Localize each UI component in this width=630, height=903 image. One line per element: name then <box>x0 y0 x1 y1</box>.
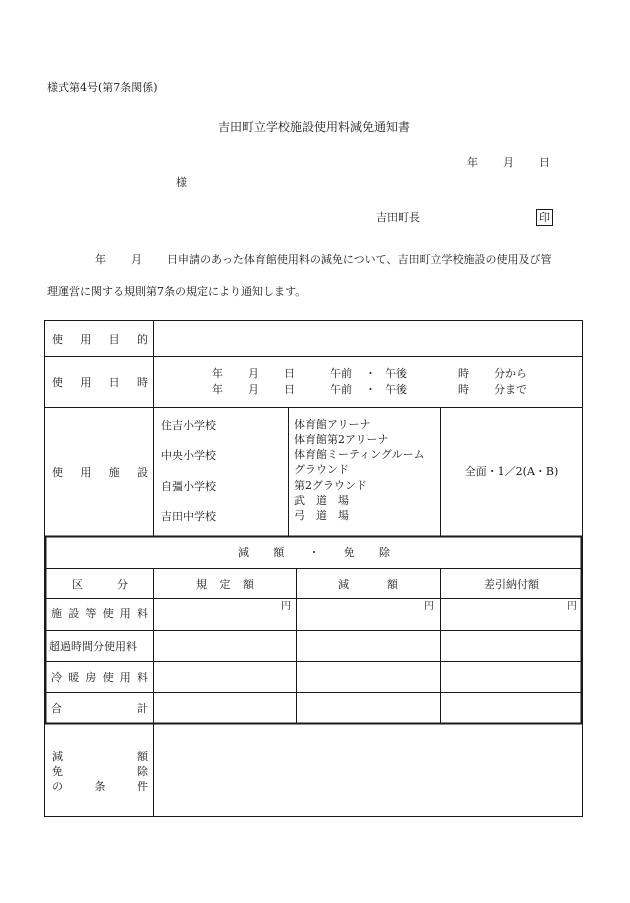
yen-unit-balance: 円 <box>567 601 577 612</box>
venue-item: 体育館第2アリーナ <box>294 433 389 446</box>
venue-item: 武 道 場 <box>294 494 349 507</box>
date-day-label: 日 <box>539 156 550 169</box>
body-sentence-line1: 日申請のあった体育館使用料の減免について、吉田町立学校施設の使用及び管 <box>167 253 552 266</box>
body-year-label: 年 <box>95 253 106 266</box>
form-number: 様式第4号(第7条関係) <box>47 81 158 94</box>
issuer-name: 吉田町長 <box>376 211 420 224</box>
column-standard-amount: 規 定 額 <box>196 577 254 591</box>
school-chuo: 中央小学校 <box>161 449 216 462</box>
venue-item: 弓 道 場 <box>294 509 349 522</box>
document-title: 吉田町立学校施設使用料減免通知書 <box>218 120 411 134</box>
addressee-suffix: 様 <box>176 176 187 189</box>
row-label-total: 合 計 <box>51 701 148 715</box>
venue-item: グラウンド <box>294 463 349 476</box>
datetime-label: 使 用 日 時 <box>52 375 148 389</box>
seal-mark: 印 <box>536 209 553 226</box>
date-month-label: 月 <box>503 156 514 169</box>
date-year-label: 年 <box>467 156 478 169</box>
row-label-overtime-fee: 超過時間分使用料 <box>49 639 137 653</box>
column-balance-due: 差引納付額 <box>484 577 539 591</box>
area-option: 全面・1／2(A・B) <box>464 464 559 478</box>
yen-unit-reduced: 円 <box>424 601 434 612</box>
venue-item: 体育館ミーティングルーム <box>294 448 425 461</box>
school-yoshida-jhs: 吉田中学校 <box>161 510 216 523</box>
body-sentence-line2: 理運営に関する規則第7条の規定により通知します。 <box>47 285 307 298</box>
row-label-facility-fee: 施 設 等 使 用 料 <box>51 606 148 620</box>
column-reduced-amount: 減 額 <box>338 577 398 591</box>
reduction-header: 減 額 ・ 免 除 <box>238 545 390 559</box>
purpose-label: 使 用 目 的 <box>52 332 148 346</box>
body-month-label: 月 <box>131 253 142 266</box>
facility-label: 使 用 施 設 <box>52 465 148 479</box>
venue-item: 第2グラウンド <box>294 479 367 492</box>
row-label-aircon-fee: 冷 暖 房 使 用 料 <box>51 670 148 684</box>
yen-unit-standard: 円 <box>281 601 291 612</box>
school-jikyo: 自彊小学校 <box>161 480 216 493</box>
column-category: 区 分 <box>72 577 128 591</box>
school-sumiyoshi: 住吉小学校 <box>161 419 216 432</box>
venue-item: 体育館アリーナ <box>294 418 371 431</box>
